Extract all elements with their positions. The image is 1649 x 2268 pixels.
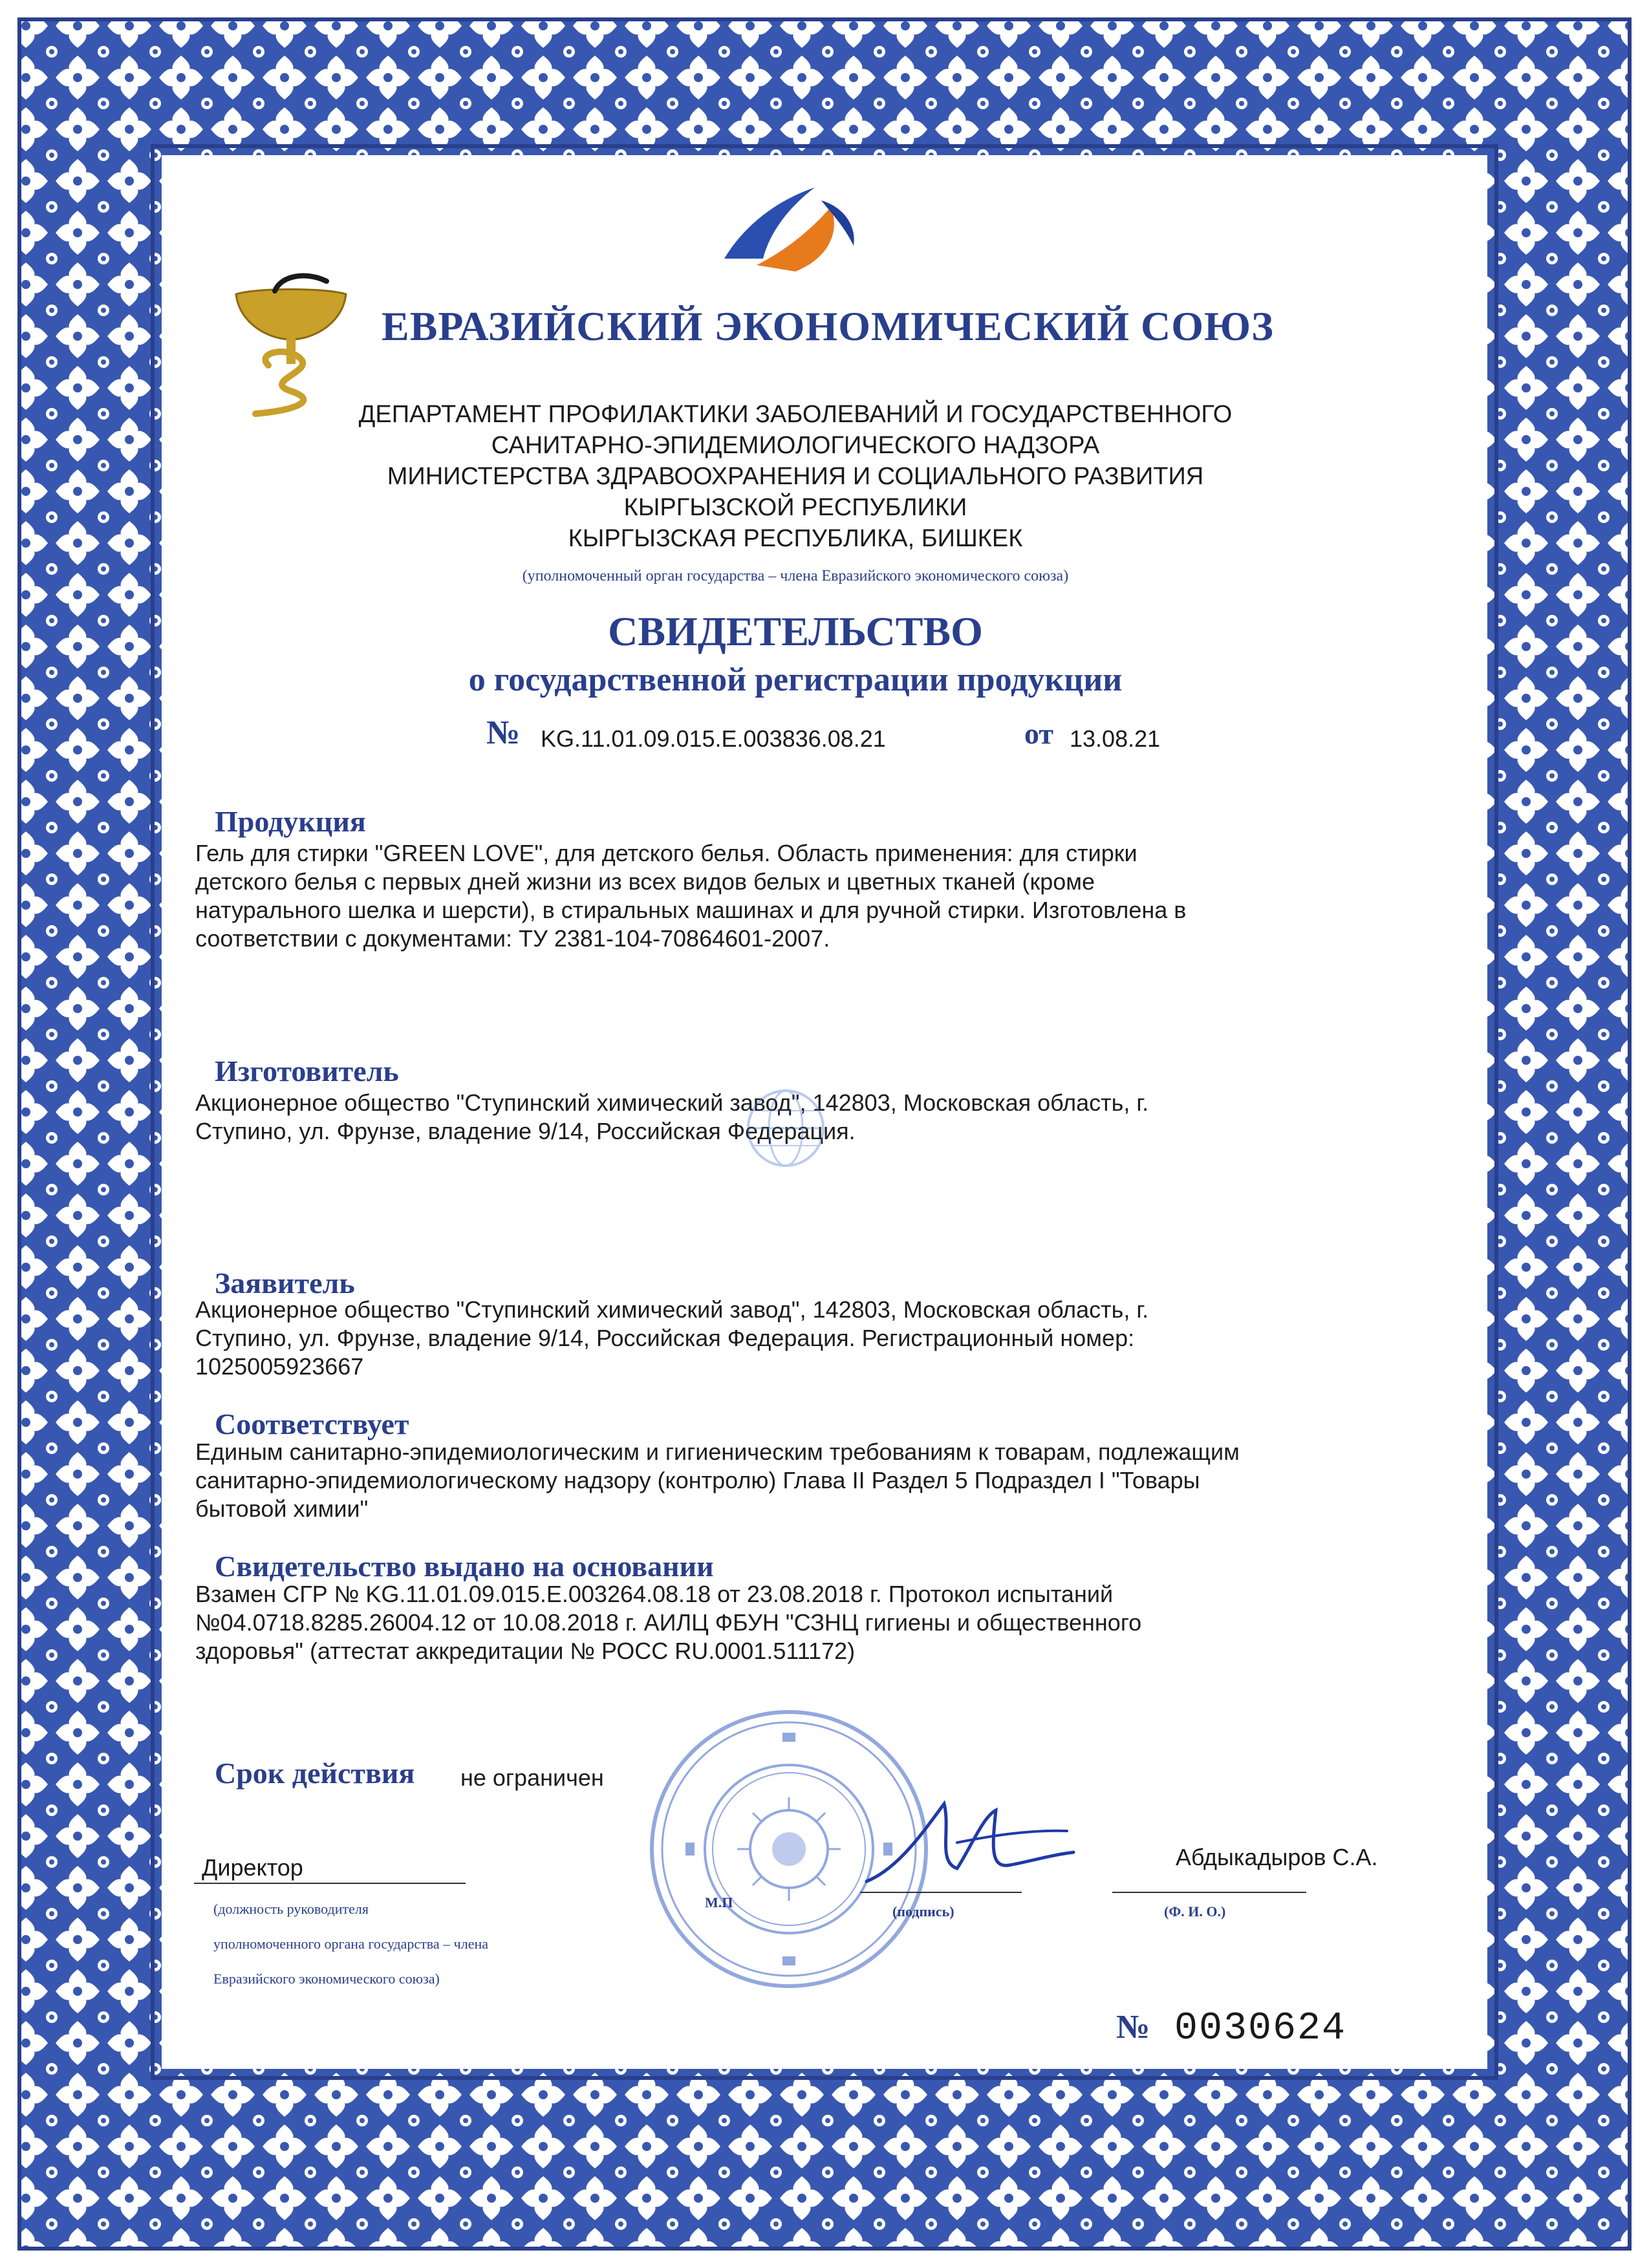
certificate-date-label: от bbox=[1024, 717, 1053, 750]
basis-title: Свидетельство выдано на основании bbox=[215, 1550, 714, 1583]
certificate-number-label: № bbox=[486, 714, 521, 751]
globe-watermark bbox=[744, 1086, 828, 1170]
validity-value: не ограничен bbox=[460, 1764, 604, 1791]
certificate-number: KG.11.01.09.015.Е.003836.08.21 bbox=[541, 725, 886, 752]
position-note-3: Евразийского экономического союза) bbox=[213, 1971, 440, 1987]
name-underline bbox=[1112, 1892, 1306, 1893]
product-title: Продукция bbox=[215, 805, 366, 838]
stamp-place-label: М.П bbox=[705, 1894, 733, 1910]
position-underline bbox=[194, 1883, 466, 1884]
conforms-line-1: Единым санитарно-эпидемиологическим и гигиеническим требованиям к товарам, подлежащим bbox=[195, 1439, 1240, 1465]
union-title: ЕВРАЗИЙСКИЙ ЭКОНОМИЧЕСКИЙ СОЮЗ bbox=[382, 303, 1274, 349]
conforms-line-2: санитарно-эпидемиологическому надзору (контролю) Глава II Раздел 5 Подраздел I "Товары bbox=[195, 1467, 1200, 1493]
authority-note: (уполномоченный орган государства – члена Евразийского экономического союза) bbox=[522, 568, 1069, 584]
validity-title: Срок действия bbox=[215, 1757, 415, 1790]
certificate-date: 13.08.21 bbox=[1070, 725, 1161, 752]
certificate-subtitle: о государственной регистрации продукции bbox=[468, 661, 1123, 698]
product-line-2: детского белья с первых дней жизни из всех видов белых и цветных тканей (кроме bbox=[195, 868, 1095, 895]
signer-position: Директор bbox=[202, 1854, 303, 1881]
department-line-4: КЫРГЫЗСКОЙ РЕСПУБЛИКИ bbox=[623, 494, 967, 521]
department-line-2: САНИТАРНО-ЭПИДЕМИОЛОГИЧЕСКОГО НАДЗОРА bbox=[491, 432, 1100, 459]
manufacturer-title: Изготовитель bbox=[215, 1054, 399, 1087]
basis-line-2: №04.0718.8285.26004.12 от 10.08.2018 г. АИЛЦ ФБУН "СЗНЦ гигиены и общественного bbox=[195, 1609, 1142, 1636]
serial-number-label: № bbox=[1116, 2009, 1150, 2046]
eaeu-logo bbox=[718, 181, 867, 278]
applicant-line-1: Акционерное общество "Ступинский химический завод", 142803, Московская область, г. bbox=[195, 1296, 1149, 1323]
manufacturer-line-2: Ступино, ул. Фрунзе, владение 9/14, Российская Федерация. bbox=[195, 1118, 856, 1144]
department-line-5: КЫРГЫЗСКАЯ РЕСПУБЛИКА, БИШКЕК bbox=[568, 525, 1023, 552]
applicant-title: Заявитель bbox=[215, 1267, 355, 1300]
position-note-1: (должность руководителя bbox=[213, 1901, 369, 1917]
product-line-3: натурального шелка и шерсти), в стиральных машинах и для ручной стирки. Изготовлена в bbox=[195, 897, 1187, 923]
manufacturer-line-1: Акционерное общество "Ступинский химический завод", 142803, Московская область, г. bbox=[195, 1089, 1149, 1116]
applicant-line-2: Ступино, ул. Фрунзе, владение 9/14, Российская Федерация. Регистрационный номер: bbox=[195, 1325, 1135, 1351]
basis-line-3: здоровья" (аттестат аккредитации № РОСС RU.0001.511172) bbox=[195, 1638, 856, 1664]
applicant-line-3: 1025005923667 bbox=[195, 1353, 364, 1380]
product-line-4: соответствии с документами: ТУ 2381-104-70864601-2007. bbox=[195, 925, 830, 952]
hygieia-bowl-icon bbox=[230, 268, 352, 417]
conforms-line-3: бытовой химии" bbox=[195, 1495, 369, 1522]
certificate-title: СВИДЕТЕЛЬСТВО bbox=[608, 608, 983, 654]
serial-number: 0030624 bbox=[1174, 2007, 1347, 2051]
department-line-3: МИНИСТЕРСТВА ЗДРАВООХРАНЕНИЯ И СОЦИАЛЬНОГО РАЗВИТИЯ bbox=[387, 463, 1204, 490]
conforms-title: Соответствует bbox=[215, 1407, 409, 1440]
product-line-1: Гель для стирки "GREEN LOVE", для детского белья. Область применения: для стирки bbox=[195, 840, 1137, 866]
signer-name: Абдыкадыров С.А. bbox=[1176, 1844, 1378, 1870]
signature-label: (подпись) bbox=[892, 1903, 954, 1920]
department-line-1: ДЕПАРТАМЕНТ ПРОФИЛАКТИКИ ЗАБОЛЕВАНИЙ И ГОСУДАРСТВЕННОГО bbox=[358, 401, 1233, 428]
signature-underline bbox=[860, 1892, 1022, 1893]
position-note-2: уполномоченного органа государства – члена bbox=[213, 1936, 489, 1952]
signature-scribble bbox=[860, 1791, 1080, 1894]
name-label: (Ф. И. О.) bbox=[1164, 1903, 1226, 1920]
basis-line-1: Взамен СГР № KG.11.01.09.015.Е.003264.08.18 от 23.08.2018 г. Протокол испытаний bbox=[195, 1581, 1114, 1607]
